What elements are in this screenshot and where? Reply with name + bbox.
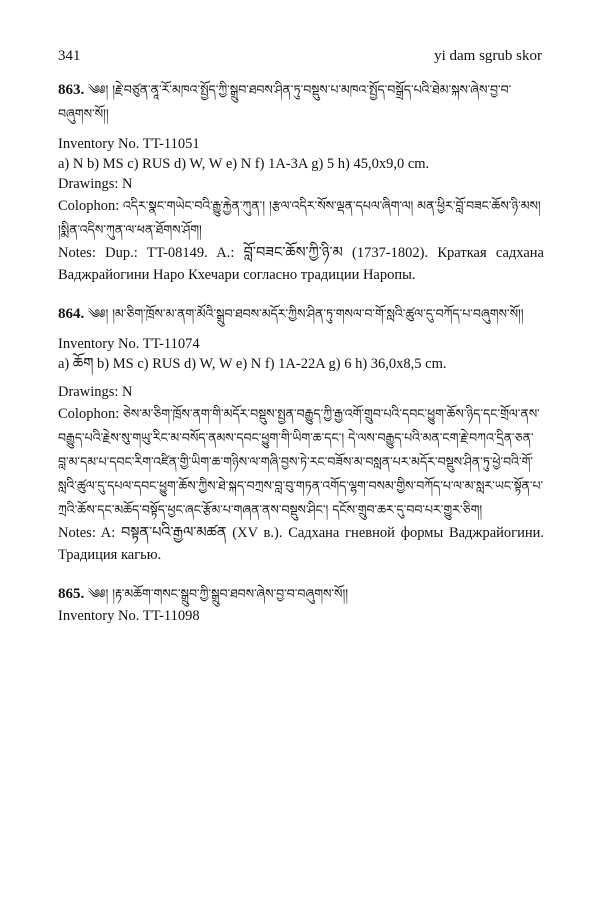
entry-title-tibetan: ༄༅། །རྟ་མཆོག་གསང་སྒྲུབ་ཀྱི་སྒྲུབ་ཐབས་ཞེས་བྱ་བ་བཞུགས་སོ།། [88, 586, 349, 601]
entry-details: a) N b) MS c) RUS d) W, W e) N f) 1A-3A g) 5 h) 45,0x9,0 cm. [58, 156, 430, 172]
page-number: 341 [58, 48, 81, 64]
entry-drawings: Drawings: N [58, 384, 133, 400]
entry-title-tibetan: ༄༅། །རྗེ་བཙུན་ནཱ་རོ་མཁའ་སྤྱོད་ཀྱི་སྒྲུབ་ཐབས་ཤིན་ཏུ་བསྡུས་པ་མཁའ་སྤྱོད་བསྒྲོད་པའི་ཐེམ་སྐས་ཞེས་བྱ་བ་བཞུགས་སོ།། [58, 82, 512, 121]
catalog-entry [58, 582, 544, 626]
colophon-text: འདིར་སྣང་གཡེང་བའི་རྒྱུ་རྐྱེན་ཀུན་། །རྩལ་འདིར་སོས་ལྡན་དཔལ་ཞིག་ལ། མན་ཕྱིར་བློ་བཟང་ཆོས་ཉི་མས། །སྨིན་འདིས་ཀུན་ལ་ཕན་ཐོགས་ཤོག། [58, 198, 541, 237]
entry-title-tibetan: ༄༅། །མ་ཅིག་ཁྲོས་མ་ནག་མོའི་སྒྲུབ་ཐབས་མདོར་ཀྱིས་ཤིན་ཏུ་གསལ་བ་གོ་སླའི་ཚུལ་དུ་བཀོད་པ་བཞུགས་སོ།། [88, 306, 524, 321]
colophon-label: Colophon: [58, 406, 120, 422]
entry-title [58, 582, 544, 606]
entry-notes: Notes: A: བསྟན་པའི་རྒྱལ་མཚན (XV в.). Садхана гневной формы Ваджрайогини. Традиция кагью. [58, 525, 544, 563]
entry-number: 864. [58, 306, 85, 322]
catalog-entry [58, 302, 544, 566]
catalog-entry [58, 78, 544, 286]
entry-notes: Notes: Dup.: TT-08149. A.: བློ་བཟང་ཆོས་ཀྱི་ཉི་མ (1737-1802). Краткая садхана Ваджрайогини Наро Кхечари согласно традиции Наропы. [58, 245, 544, 283]
colophon-text: ཅེས་མ་ཅིག་ཁྲོས་ནག་གི་མདོར་བསྡུས་སྤྱན་བརྒྱུད་ཀྱི་རྒྱ་འགོ་གྲུབ་པའི་དབང་ཕྱུག་ཆོས་ཉིད་དང་གྲོལ་ནས་བརྒྱུད་པའི་རྗེས་སུ་གཡུ་རིང་མ་བསོད་ནམས་དབང་ཕྱུག་གི་ཡིག་ཆ་དང་། དེ་ལས་བརྒྱུད་པའི་མན་ངག་རྗེ་བཀའ་དྲིན་ཅན་བླ་མ་དམ་པ་དབང་རིག་འཛིན་གྱི་ཡིག་ཆ་གཉིས་ལ་གཞི་བྱས་ཏེ་རང་བཟོས་མ་བསླན་པར་མདོར་བསྡུས་ཤིན་ཏུ་ཕྱེ་བའི་གོ་སླའི་ཚུལ་དུ་དཔལ་དབང་ཕྱུག་ཆོས་ཀྱིས་ཐེ་སྐད་བཀྲས་བླ་བུ་གཏན་འགོད་ལྷག་བསམ་གྱིས་བཀོད་པ་ལ་མ་སླར་ཡང་སྟོན་པ་ཀྲའི་ཆོས་དང་མཆོད་བསྟོད་ཕྱང་ཞང་རྩོམ་པ་གཞན་ནས་བསྡུས་ཤིང་། དངོས་གྲུབ་ཆར་དུ་བབ་པར་གྱུར་ཅིག། [58, 406, 544, 517]
colophon-label: Colophon: [58, 198, 120, 214]
running-head: yi dam sgrub skor [434, 48, 542, 64]
inventory-number: Inventory No. TT-11098 [58, 608, 200, 624]
page-content [58, 78, 544, 626]
inventory-number: Inventory No. TT-11074 [58, 336, 200, 352]
entry-title [58, 302, 544, 326]
inventory-number: Inventory No. TT-11051 [58, 136, 200, 152]
entry-title [58, 78, 544, 126]
page-header [58, 46, 542, 66]
entry-number: 863. [58, 82, 85, 98]
entry-colophon [58, 402, 544, 522]
entry-details: a) ཆོག b) MS c) RUS d) W, W e) N f) 1A-22A g) 6 h) 36,0x8,5 cm. [58, 356, 447, 372]
entry-number: 865. [58, 586, 85, 602]
entry-colophon [58, 194, 544, 242]
entry-drawings: Drawings: N [58, 176, 133, 192]
